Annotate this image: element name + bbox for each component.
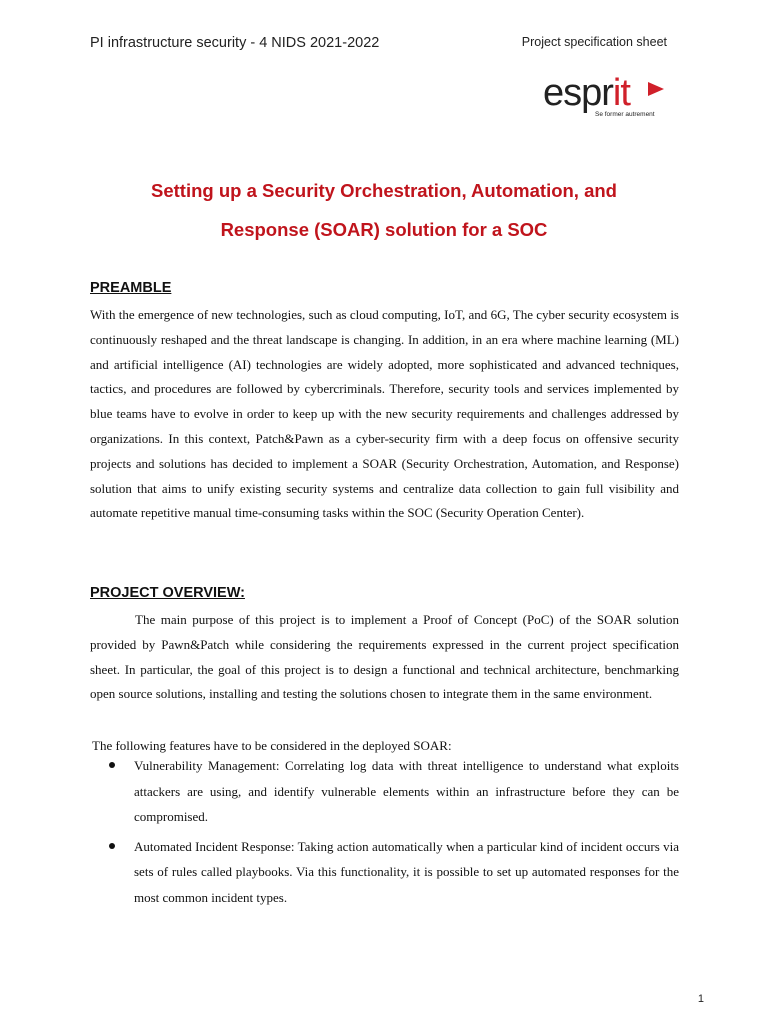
bullet-icon	[109, 762, 115, 768]
logo-word-main: espr	[543, 72, 613, 114]
header-course-title: PI infrastructure security - 4 NIDS 2021-2022	[90, 35, 380, 51]
document-title-line-2: Response (SOAR) solution for a SOC	[220, 219, 548, 240]
esprit-logo	[543, 72, 665, 124]
logo-word-accent: it	[612, 72, 630, 114]
preamble-paragraph: With the emergence of new technologies, such as cloud computing, IoT, and 6G, The cyber security ecosystem is continuously reshaped and the threat landscape is changing. In addition, in an era where machine learning (ML) and artificial intelligence (AI) technologies are widely adopted, more sophisticated and advanced techniques, tactics, and procedures are followed by cybercriminals. Therefore, security tools and services implemented by blue teams have to evolve in order to keep up with the new security requirements and challenges addressed by organizations. In this context, Patch&Pawn as a cyber-security firm with a deep focus on offensive security projects and solutions has decided to implement a SOAR (Security Orchestration, Automation, and Response) solution that aims to unify existing security systems and centralize data collection to gain full visibility and automate repetitive manual time-consuming tasks within the SOC (Security Operation Center).	[90, 307, 679, 521]
bullet-icon	[109, 843, 115, 849]
project-overview-heading: PROJECT OVERVIEW:	[90, 585, 245, 601]
logo-wordmark	[543, 74, 630, 112]
features-list	[90, 753, 679, 914]
project-overview-paragraph: The main purpose of this project is to implement a Proof of Concept (PoC) of the SOAR solution provided by Pawn&Patch while considering the requirements expressed in the current project specification sheet. In particular, the goal of this project is to design a functional and technical architecture, benchmarking open source solutions, installing and testing the solutions chosen to integrate them in the same environment.	[90, 612, 679, 702]
feature-text: Vulnerability Management: Correlating log data with threat intelligence to understand what exploits attackers are using, and identify vulnerable elements within an infrastructure before they can be compromised.	[134, 758, 679, 824]
logo-tagline: Se former autrement	[595, 111, 655, 118]
logo-flag-icon	[648, 82, 664, 96]
document-title-line-1: Setting up a Security Orchestration, Automation, and	[151, 180, 617, 201]
page-number: 1	[697, 993, 704, 1005]
list-item	[90, 753, 679, 830]
list-item	[90, 834, 679, 911]
header-document-type: Project specification sheet	[521, 35, 667, 49]
features-intro: The following features have to be considered in the deployed SOAR:	[92, 738, 452, 753]
feature-text: Automated Incident Response: Taking action automatically when a particular kind of incident occurs via sets of rules called playbooks. Via this functionality, it is possible to set up automated responses for the most common incident types.	[134, 838, 679, 905]
preamble-heading: PREAMBLE	[90, 280, 172, 296]
